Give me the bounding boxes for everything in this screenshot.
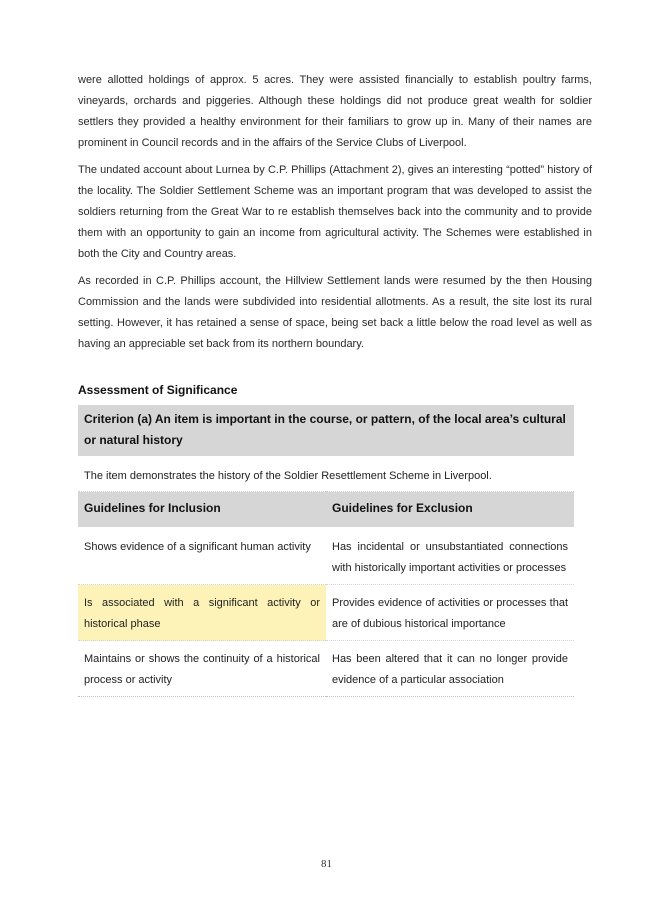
inclusion-cell-highlighted: Is associated with a significant activity or historical phase xyxy=(78,585,326,641)
page-number: 81 xyxy=(321,858,332,870)
criterion-heading: Criterion (a) An item is important in the course, or pattern, of the local area’s cultural or natural history xyxy=(78,405,574,456)
exclusion-header: Guidelines for Exclusion xyxy=(326,492,574,528)
table-row xyxy=(78,527,574,585)
significance-table xyxy=(78,405,574,697)
inclusion-header: Guidelines for Inclusion xyxy=(78,492,326,528)
inclusion-cell: Shows evidence of a significant human activity xyxy=(78,527,326,585)
section-heading: Assessment of Significance xyxy=(78,383,238,397)
table-row xyxy=(78,585,574,641)
item-statement: The item demonstrates the history of the Soldier Resettlement Scheme in Liverpool. xyxy=(78,456,574,492)
exclusion-cell: Provides evidence of activities or processes that are of dubious historical importance xyxy=(326,585,574,641)
document-page xyxy=(78,70,592,697)
body-paragraph: The undated account about Lurnea by C.P. Phillips (Attachment 2), gives an interesting “potted” history of the locality. The Soldier Settlement Scheme was an important program that was developed to assist the soldiers returning from the Great War to re establish themselves back into the community and to provide them with an opportunity to gain an income from agricultural activity. The Schemes were established in both the City and Country areas. xyxy=(78,164,592,260)
inclusion-cell: Maintains or shows the continuity of a historical process or activity xyxy=(78,641,326,697)
exclusion-cell: Has been altered that it can no longer provide evidence of a particular association xyxy=(326,641,574,697)
body-paragraph: were allotted holdings of approx. 5 acres. They were assisted financially to establish poultry farms, vineyards, orchards and piggeries. Although these holdings did not produce great wealth for soldier settlers they provided a healthy environment for their familiars to grow up in. Many of their names are prominent in Council records and in the affairs of the Service Clubs of Liverpool. xyxy=(78,74,592,149)
body-paragraph: As recorded in C.P. Phillips account, the Hillview Settlement lands were resumed by the then Housing Commission and the lands were subdivided into residential allotments. As a result, the site lost its rural setting. However, it has retained a sense of space, being set back a little below the road level as well as having an appreciable set back from its northern boundary. xyxy=(78,275,592,350)
exclusion-cell: Has incidental or unsubstantiated connections with historically important activities or processes xyxy=(326,527,574,585)
table-row xyxy=(78,641,574,697)
